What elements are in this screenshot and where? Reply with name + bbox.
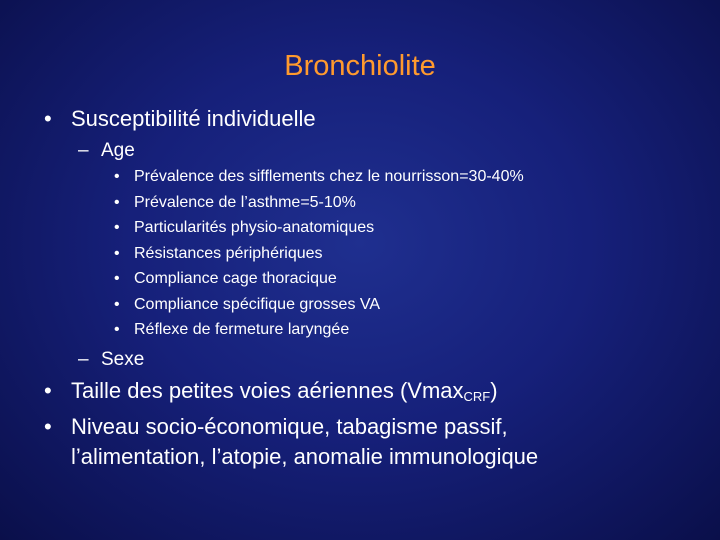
age-item-text: Réflexe de fermeture laryngée [134, 321, 350, 338]
bullet-marker: • [114, 245, 120, 262]
age-item-text: Compliance spécifique grosses VA [134, 296, 381, 313]
sub-bullet-text: Sexe [101, 349, 145, 370]
age-item-text: Compliance cage thoracique [134, 270, 337, 287]
bullet-marker: • [114, 194, 120, 211]
bullet-text-main: Taille des petites voies aériennes (Vmax [71, 378, 464, 403]
bullet-text-line2: l’alimentation, l’atopie, anomalie immunologique [71, 444, 539, 469]
bullet-text-line1: Niveau socio-économique, tabagisme passif, [71, 414, 508, 439]
bullet-text [71, 378, 498, 404]
bullet-marker: • [44, 106, 52, 131]
slide-title: Bronchiolite [284, 50, 436, 82]
dash-marker: – [78, 140, 89, 161]
bullet-text: Susceptibilité individuelle [71, 106, 316, 131]
bullet-marker: • [44, 414, 52, 439]
age-item-text: Prévalence des sifflements chez le nourrisson=30-40% [134, 168, 524, 185]
age-item-text: Prévalence de l’asthme=5-10% [134, 194, 356, 211]
bullet-marker: • [114, 270, 120, 287]
bullet-text-end: ) [490, 378, 498, 403]
age-item-text: Particularités physio-anatomiques [134, 219, 375, 236]
bullet-marker: • [114, 168, 120, 185]
bullet-marker: • [114, 296, 120, 313]
bullet-marker: • [44, 378, 52, 403]
dash-marker: – [78, 349, 89, 370]
sub-bullet-text: Age [101, 140, 135, 161]
bullet-marker: • [114, 219, 120, 236]
age-item-text: Résistances périphériques [134, 245, 323, 262]
bullet-marker: • [114, 321, 120, 338]
subscript-crf: CRF [463, 389, 491, 404]
